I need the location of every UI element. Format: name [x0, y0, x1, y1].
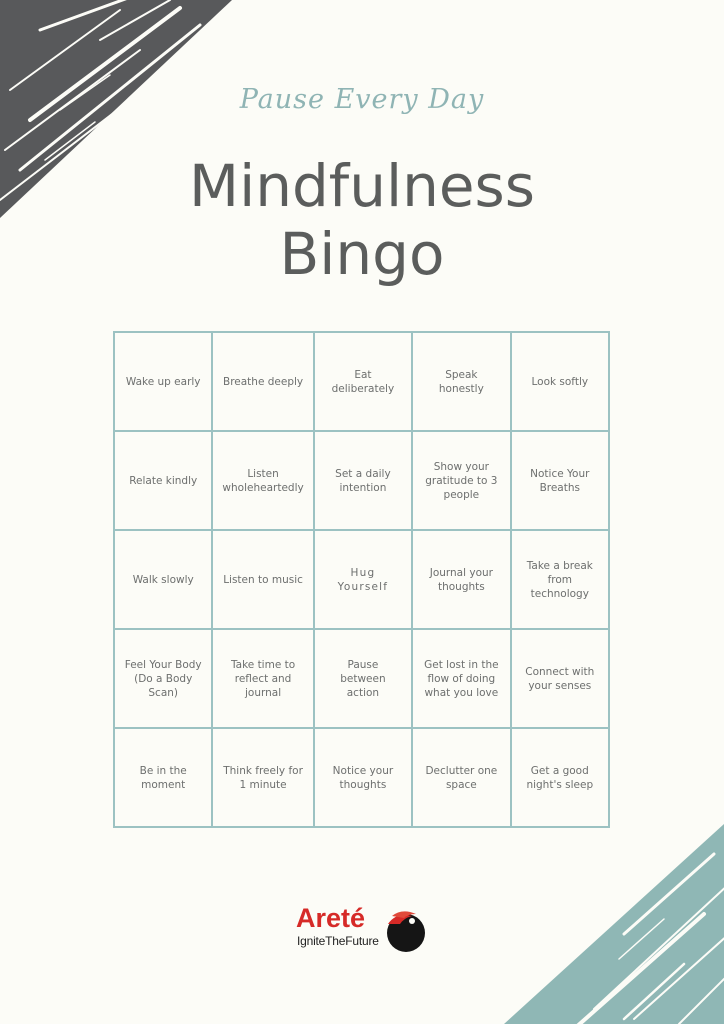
arete-logo	[296, 904, 436, 954]
bingo-cell: Take a break from technology	[512, 531, 610, 630]
bingo-cell: Get lost in the flow of doing what you love	[413, 630, 511, 729]
bingo-cell: Declutter one space	[413, 729, 511, 828]
title-line-2: Bingo	[279, 220, 445, 288]
bingo-cell: Walk slowly	[115, 531, 213, 630]
bingo-cell: Journal your thoughts	[413, 531, 511, 630]
page-title	[0, 152, 724, 288]
bingo-cell: Take time to reflect and journal	[213, 630, 314, 729]
bingo-cell: Get a good night's sleep	[512, 729, 610, 828]
bingo-cell: Show your gratitude to 3 people	[413, 432, 511, 531]
bingo-cell: Pause between action	[315, 630, 413, 729]
bingo-cell: Connect with your senses	[512, 630, 610, 729]
bingo-cell: Wake up early	[115, 333, 213, 432]
bingo-cell: Notice your thoughts	[315, 729, 413, 828]
bingo-cell: Speak honestly	[413, 333, 511, 432]
teal-brush-stroke-decoration	[504, 824, 724, 1024]
title-line-1: Mindfulness	[189, 152, 535, 220]
bingo-cell: Think freely for 1 minute	[213, 729, 314, 828]
bingo-cell: Breathe deeply	[213, 333, 314, 432]
logo-mark-icon	[382, 908, 428, 954]
logo-name: Areté	[296, 903, 366, 933]
bingo-cell: Hug Yourself	[315, 531, 413, 630]
bingo-cell: Eat deliberately	[315, 333, 413, 432]
subtitle: Pause Every Day	[239, 84, 485, 115]
bingo-cell: Relate kindly	[115, 432, 213, 531]
bingo-cell: Notice Your Breaths	[512, 432, 610, 531]
logo-tagline: IgniteTheFuture	[297, 934, 379, 948]
bingo-cell: Feel Your Body (Do a Body Scan)	[115, 630, 213, 729]
bingo-cell: Set a daily intention	[315, 432, 413, 531]
bingo-cell: Look softly	[512, 333, 610, 432]
bingo-grid	[113, 331, 610, 828]
bingo-cell: Listen to music	[213, 531, 314, 630]
bingo-cell: Be in the moment	[115, 729, 213, 828]
bingo-cell: Listen wholeheartedly	[213, 432, 314, 531]
